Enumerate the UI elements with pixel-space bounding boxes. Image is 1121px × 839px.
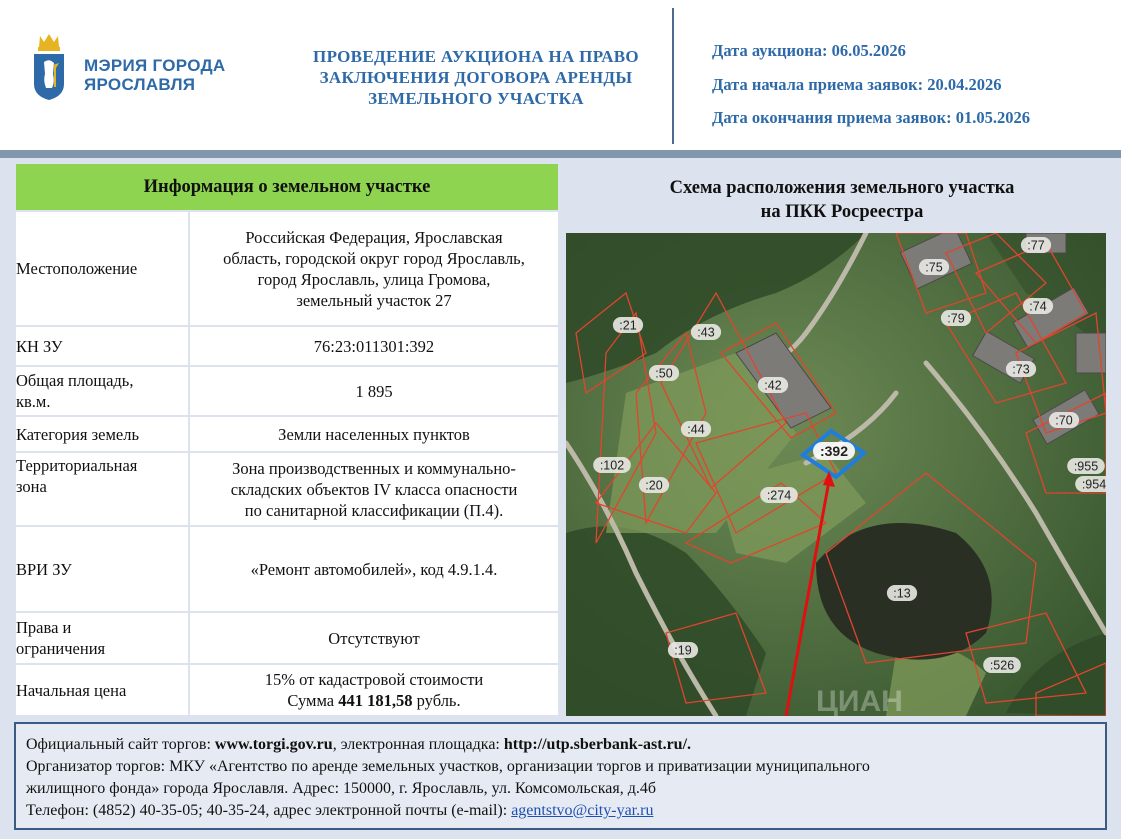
table-row [15, 452, 559, 526]
parcel-label: :392 [819, 443, 849, 459]
land-category-label: Категория земель [15, 416, 189, 452]
rights-label-line: ограничения [16, 639, 106, 658]
zone-label [15, 452, 189, 526]
starting-price-sum-suffix: рубль. [412, 691, 461, 710]
rights-value: Отсутствуют [189, 612, 559, 664]
footer-line-phone [26, 800, 1095, 822]
parcel-label: :274 [766, 488, 792, 503]
cadastral-map-image [566, 233, 1106, 716]
table-row [15, 416, 559, 452]
parcel-label: :73 [1012, 362, 1030, 377]
auction-date: Дата аукциона: 06.05.2026 [712, 41, 906, 60]
parcel-label: :954 [1081, 477, 1106, 492]
parcel-label: :44 [687, 422, 705, 437]
parcel-label: :42 [764, 378, 782, 393]
cadastral-map[interactable] [566, 233, 1106, 716]
coat-of-arms-icon [28, 32, 70, 104]
starting-price-percent: 15% от кадастровой стоимости [264, 670, 484, 689]
land-category-value: Земли населенных пунктов [189, 416, 559, 452]
location-value-line: земельный участок 27 [296, 290, 452, 310]
auction-dates [712, 40, 1030, 141]
rights-label-line: Права и [16, 618, 72, 637]
email-link[interactable]: agentstvo@city-yar.ru [511, 802, 654, 819]
cadastral-number-value: 76:23:011301:392 [189, 326, 559, 366]
parcel-label: :77 [1027, 238, 1045, 253]
starting-price-label: Начальная цена [15, 664, 189, 716]
zone-label-line: Территориальная [16, 456, 138, 475]
map-title-line-1: Схема расположения земельного участка [669, 178, 1015, 198]
permitted-use-value: «Ремонт автомобилей», код 4.9.1.4. [189, 526, 559, 612]
table-row [15, 526, 559, 612]
area-label [15, 366, 189, 416]
area-label-line: Общая площадь, [16, 371, 134, 390]
parcel-label: :74 [1029, 299, 1047, 314]
footer-line-sites [26, 734, 1095, 756]
parcel-label: :20 [645, 478, 663, 493]
logo-text-line-1: МЭРИЯ ГОРОДА [84, 56, 226, 75]
parcel-label: :50 [655, 366, 673, 381]
page-title-line-2: ЗАКЛЮЧЕНИЯ ДОГОВОРА АРЕНДЫ [319, 68, 633, 87]
zone-label-line: зона [16, 477, 47, 496]
table-row [15, 664, 559, 716]
starting-price-amount: 441 181,58 [338, 691, 413, 710]
parcel-label: :526 [989, 658, 1015, 673]
page-title-line-1: ПРОВЕДЕНИЕ АУКЦИОНА НА ПРАВО [313, 47, 639, 66]
table-row [15, 326, 559, 366]
table-row [15, 366, 559, 416]
map-title [566, 176, 1118, 224]
separator-band [0, 150, 1121, 158]
zone-value-line: Зона производственных и коммунально- [232, 458, 516, 478]
table-row [15, 211, 559, 326]
location-value-line: область, городской округ город Ярославль, [223, 248, 525, 268]
area-label-line: кв.м. [16, 392, 51, 411]
logo [28, 32, 243, 104]
rights-label [15, 612, 189, 664]
site-prefix: Официальный сайт торгов: [26, 736, 215, 753]
logo-text-line-2: ЯРОСЛАВЛЯ [84, 75, 196, 94]
map-title-line-2: на ПКК Росреестра [760, 202, 924, 222]
logo-text [84, 56, 226, 94]
starting-price-value [189, 664, 559, 716]
parcel-label: :70 [1055, 413, 1073, 428]
page-title-line-3: ЗЕМЕЛЬНОГО УЧАСТКА [368, 89, 584, 108]
location-value-line: Российская Федерация, Ярославская [245, 227, 503, 247]
parcel-label: :13 [893, 586, 911, 601]
torgi-site-link[interactable]: www.torgi.gov.ru [214, 736, 333, 753]
cadastral-number-label: КН ЗУ [15, 326, 189, 366]
land-info-table [14, 162, 560, 717]
watermark: ЦИАН [816, 685, 903, 716]
zone-value [189, 452, 559, 526]
phone-info: Телефон: (4852) 40-35-05; 40-35-24, адрес электронной почты (e-mail): [26, 802, 512, 819]
zone-value-line: складских объектов IV класса опасности [230, 479, 518, 499]
zone-value-line: по санитарной классификации (П.4). [244, 500, 504, 520]
permitted-use-label: ВРИ ЗУ [15, 526, 189, 612]
location-label: Местоположение [15, 211, 189, 326]
parcel-label: :19 [674, 643, 692, 658]
parcel-label: :79 [947, 311, 965, 326]
location-value-line: город Ярославль, улица Громова, [257, 269, 491, 289]
land-info-heading: Информация о земельном участке [15, 163, 559, 211]
parcel-label: :43 [697, 325, 715, 340]
location-value [189, 211, 559, 326]
starting-price-sum [194, 690, 554, 711]
area-value: 1 895 [189, 366, 559, 416]
organizer-line-1: Организатор торгов: МКУ «Агентство по аренде земельных участков, организации торгов и приватизации муниципального [26, 758, 870, 775]
application-start-date: Дата начала приема заявок: 20.04.2026 [712, 74, 1002, 94]
header-divider [672, 8, 674, 144]
contact-info [14, 722, 1107, 830]
parcel-label: :75 [925, 260, 943, 275]
table-row [15, 612, 559, 664]
parcel-label: :21 [619, 318, 637, 333]
header [0, 0, 1121, 150]
parcel-label: :102 [599, 458, 625, 473]
application-end-date: Дата окончания приема заявок: 01.05.2026 [712, 108, 1031, 127]
sberbank-platform-link[interactable]: http://utp.sberbank-ast.ru/. [503, 736, 692, 753]
organizer-line-2: жилищного фонда» города Ярославля. Адрес: 150000, г. Ярославль, ул. Комсомольская, д.4б [26, 780, 656, 797]
starting-price-sum-prefix: Сумма [287, 691, 339, 710]
parcel-label: :955 [1073, 459, 1099, 474]
page-title [290, 46, 662, 109]
platform-prefix: , электронная площадка: [332, 736, 504, 753]
